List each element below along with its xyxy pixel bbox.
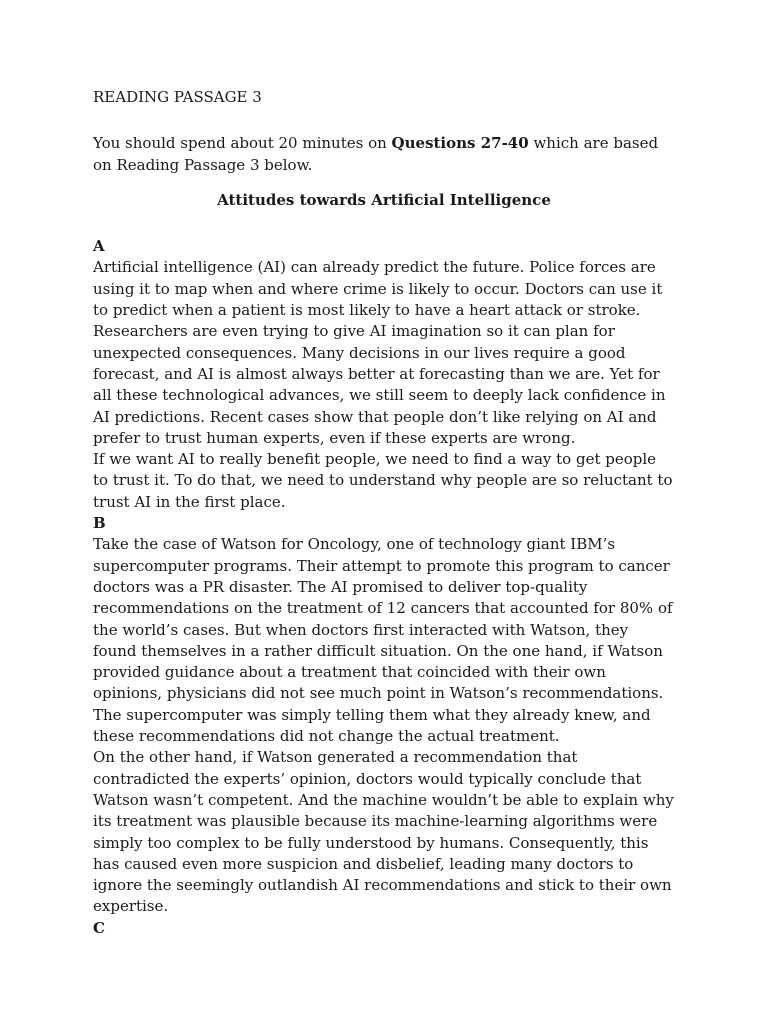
section-b-paragraph-1: Take the case of Watson for Oncology, one of technology giant IBM’s supercomputer programs. Their attempt to promote this program to cancer doctors was a PR disaster. The AI promised to deliver top-quality recommendations on the treatment of 12 cancers that accounted for 80% of the world’s cases. But when doctors first interacted with Watson, they found themselves in a rather difficult situation. On the one hand, if Watson provided guidance about a treatment that coincided with their own opinions, physicians did not see much point in Watson’s recommendations. The supercomputer was simply telling them what they already knew, and these recommendations did not change the actual treatment. — [93, 535, 673, 746]
section-a-paragraph-1: Artificial intelligence (AI) can already predict the future. Police forces are using it to map when and where crime is likely to occur. Doctors can use it to predict when a patient is most likely to have a heart attack or stroke. Researchers are even trying to give AI imagination so it can plan for unexpected consequences. Many decisions in our lives require a good forecast, and AI is almost always better at forecasting than we are. Yet for all these technological advances, we still seem to deeply lack confidence in AI predictions. Recent cases show that people don’t like relying on AI and prefer to trust human experts, even if these experts are wrong. — [93, 258, 666, 447]
section-letter-c: C — [93, 918, 105, 937]
instructions-text-end: which are based on Reading Passage 3 below. — [93, 134, 659, 174]
section-a-paragraph-2: If we want AI to really benefit people, we need to find a way to get people to trust it. To do that, we need to understand why people are so reluctant to trust AI in the first place. — [93, 450, 673, 511]
section-b-paragraph-2: On the other hand, if Watson generated a recommendation that contradicted the experts’ opinion, doctors would typically conclude that Watson wasn’t competent. And the machine wouldn’t be able to explain why its treatment was plausible because its machine-learning algorithms were simply too complex to be fully understood by humans. Consequently, this has caused even more suspicion and disbelief, leading many doctors to ignore the seemingly outlandish AI recommendations and stick to their own expertise. — [93, 748, 674, 916]
instructions-text-start: You should spend about 20 minutes on — [93, 134, 392, 153]
section-letter-b: B — [93, 514, 106, 533]
passage-title: Attitudes towards Artificial Intelligence — [217, 190, 551, 209]
section-letter-a: A — [93, 237, 105, 256]
instructions — [93, 133, 675, 176]
instructions-questions-range: Questions 27-40 — [391, 134, 529, 153]
passage-heading: READING PASSAGE 3 — [93, 88, 262, 106]
